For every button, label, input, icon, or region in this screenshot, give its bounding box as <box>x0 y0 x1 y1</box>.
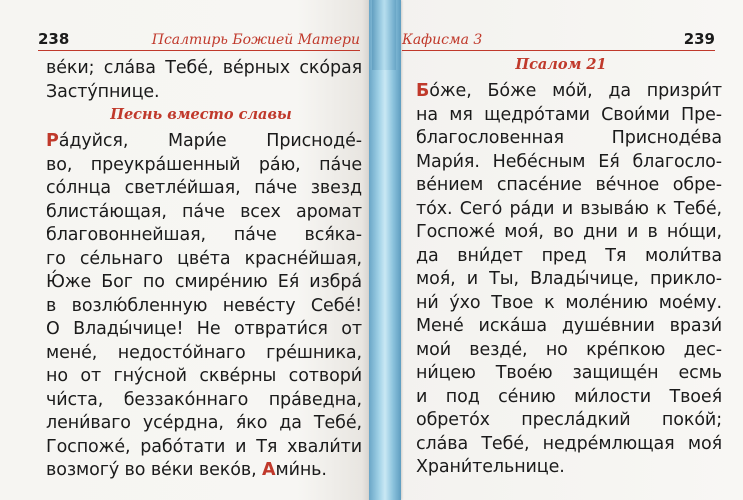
left-section-title: Песнь вместо славы <box>110 106 292 123</box>
text-line: но от гну́сной скве́рны сотвори́ <box>46 366 362 386</box>
text-line: Храни́тельнице. <box>416 457 565 477</box>
drop-initial: Р <box>46 131 59 151</box>
text-line: блиста́ющая, па́че всех аромат <box>46 201 362 222</box>
right-main-text <box>416 80 722 480</box>
text-line: мои́ везде́, но кре́пкою дес- <box>416 339 722 360</box>
text-line: мене́, недосто́йнаго гре́шника, <box>46 342 362 363</box>
right-section-title: Псалом 21 <box>515 56 607 73</box>
text-line: Ю́же Бог по смире́нию Ея́ избра́ <box>46 272 362 292</box>
first-line-rest: а́дуйся, Мари́е Приснодé- <box>58 131 362 151</box>
last-line-after: ми́нь. <box>275 460 327 480</box>
text-line: Засту́пнице. <box>46 81 160 102</box>
text-line: Мене́ иска́ша душе́внии врази́ <box>416 316 722 336</box>
first-line-rest: о́же, Бо́же мо́й, да призри́т <box>429 81 722 101</box>
text-line: со́лнца светле́йшая, па́че звезд <box>46 178 362 198</box>
text-line: лени́ваго усе́рдна, я́ко да Тебе́, <box>46 413 362 433</box>
text-line: Госпоже́ моя́, во дни и в но́щи, <box>416 222 722 242</box>
text-line: на мя щедро́тами Свои́ми Пре- <box>416 104 722 125</box>
text-line: сла́ва Тебе́, недре́млющая моя́ <box>416 433 722 454</box>
text-line: О Влады́чице! Не отврати́ся от <box>46 319 362 339</box>
first-text-line <box>46 130 362 154</box>
text-line: благовоннейшая, па́че вся́ка- <box>46 225 362 245</box>
left-page-number: 238 <box>38 30 70 48</box>
text-line: обрето́х пресла́дкий поко́й; <box>416 410 722 430</box>
text-line: во, преукра́шенный ра́ю, па́че <box>46 154 362 175</box>
text-line: ни́ у́хо Твое к моле́нию мое́му. <box>416 292 722 313</box>
text-line: го се́льнаго цве́та красне́йшая, <box>46 248 362 269</box>
last-text-line <box>46 459 362 483</box>
left-main-text <box>46 130 362 483</box>
ribbon-bookmark-fold <box>372 0 396 70</box>
first-text-line <box>416 80 722 104</box>
drop-initial: Б <box>416 81 430 101</box>
red-initial-amen: А <box>262 460 276 480</box>
left-running-title: Псалтирь Божией Матери <box>151 32 360 48</box>
left-page-header <box>38 28 360 51</box>
right-page <box>372 0 743 500</box>
text-line: ве́ки; сла́ва Тебе́, ве́рных ско́рая <box>46 58 362 78</box>
right-page-number: 239 <box>683 30 715 48</box>
text-line: в возлю́бленную неве́сту Себе́! <box>46 295 362 316</box>
text-line: и под се́нию ми́лости Твоея́ <box>416 386 722 407</box>
text-line: благословенная Приснодéва <box>416 128 722 148</box>
text-line: чи́ста, беззако́ннаго пра́ведна, <box>46 389 362 410</box>
text-line: моя́, и Ты, Влады́чице, прикло- <box>416 269 722 289</box>
last-line-before: возмогу́ во ве́ки веко́в, <box>46 460 263 480</box>
text-line: Госпоже́, рабо́тати и Тя хвали́ти <box>46 436 362 457</box>
ribbon-bookmark[interactable] <box>369 0 401 500</box>
text-line: ве́нием спасе́ние ве́чное обре- <box>416 175 722 195</box>
text-line: да вни́дет пред Тя моли́тва <box>416 245 722 266</box>
right-page-header <box>402 28 715 51</box>
text-line: ни́цею Твое́ю защище́н есмь <box>416 363 722 383</box>
right-running-title: Кафисма 3 <box>402 32 483 48</box>
left-top-text <box>46 57 362 104</box>
text-line: Мари́я. Небе́сным Ея́ благосло- <box>416 151 722 172</box>
text-line: то́х. Сего́ ра́ди и взыва́ю к Тебе́, <box>416 198 722 219</box>
